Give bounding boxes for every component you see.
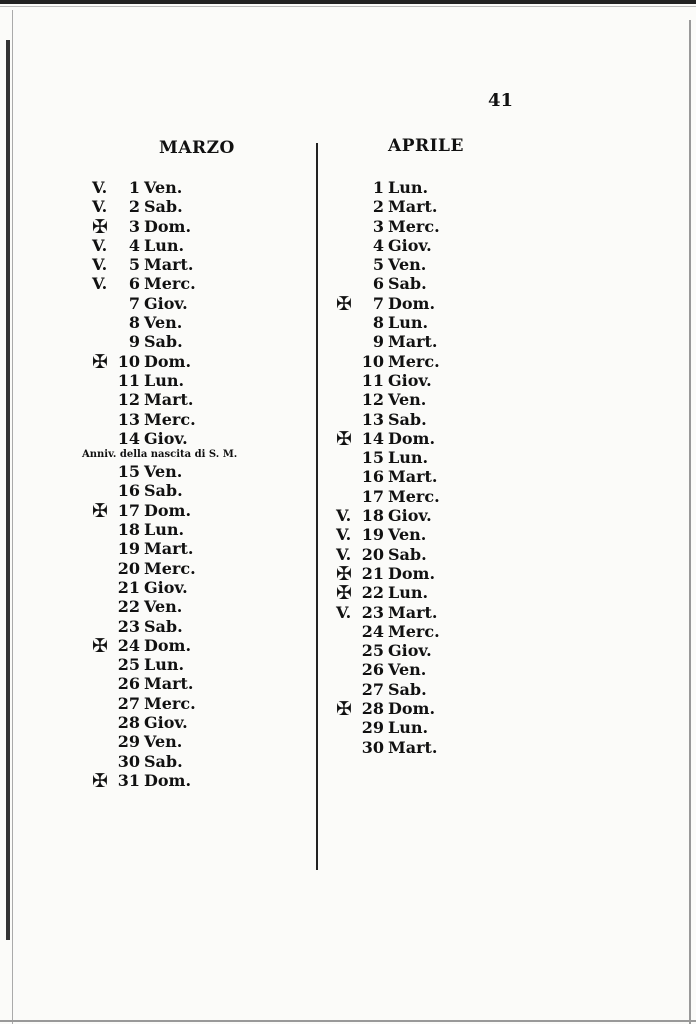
day-number: 30 bbox=[361, 737, 384, 757]
day-number: 25 bbox=[361, 641, 384, 661]
weekday-label: Lun. bbox=[388, 448, 429, 468]
weekday-label: Ven. bbox=[388, 390, 427, 410]
cross-icon: ✠ bbox=[336, 427, 352, 450]
weekday-label: Mart. bbox=[144, 255, 194, 275]
cross-icon: ✠ bbox=[336, 698, 352, 721]
vigil-mark: V. bbox=[92, 255, 108, 275]
calendar-day-row bbox=[336, 332, 438, 352]
weekday-label: Giov. bbox=[388, 370, 432, 390]
vigil-mark: V. bbox=[92, 274, 108, 294]
weekday-label: Giov. bbox=[144, 577, 188, 597]
day-number: 28 bbox=[361, 699, 384, 719]
calendar-day-row bbox=[92, 217, 237, 236]
day-number: 28 bbox=[117, 713, 140, 733]
calendar-day-row bbox=[92, 501, 237, 520]
day-number: 16 bbox=[361, 467, 384, 487]
weekday-label: Mart. bbox=[144, 539, 194, 559]
calendar-day-row bbox=[92, 178, 237, 197]
weekday-label: Giov. bbox=[144, 428, 188, 448]
weekday-label: Giov. bbox=[144, 713, 188, 733]
calendar-day-row bbox=[336, 178, 429, 197]
weekday-label: Merc. bbox=[388, 486, 440, 506]
anniversary-note: Anniv. della nascita di S. M. bbox=[82, 449, 238, 461]
cross-icon: ✠ bbox=[92, 350, 108, 373]
calendar-day-row bbox=[92, 255, 237, 274]
day-number: 10 bbox=[117, 351, 140, 371]
day-number: 4 bbox=[372, 235, 384, 255]
calendar-day-row bbox=[92, 597, 237, 616]
day-number: 18 bbox=[361, 506, 384, 526]
day-number: 19 bbox=[117, 539, 140, 559]
weekday-label: Dom. bbox=[144, 500, 192, 520]
day-number: 30 bbox=[117, 751, 140, 771]
weekday-label: Lun. bbox=[144, 235, 185, 255]
calendar-day-row bbox=[336, 274, 427, 294]
day-number: 9 bbox=[128, 332, 140, 352]
calendar-column-marzo bbox=[82, 178, 238, 792]
day-number: 8 bbox=[372, 313, 384, 333]
calendar-day-row bbox=[92, 294, 237, 313]
day-number: 17 bbox=[361, 486, 384, 506]
weekday-label: Sab. bbox=[144, 481, 183, 501]
day-number: 1 bbox=[372, 178, 384, 197]
calendar-day-row bbox=[336, 370, 432, 390]
weekday-label: Mart. bbox=[144, 674, 194, 694]
day-number: 15 bbox=[117, 462, 140, 482]
weekday-label: Giov. bbox=[388, 506, 432, 526]
weekday-label: Dom. bbox=[388, 699, 436, 719]
day-number: 14 bbox=[361, 428, 384, 448]
day-number: 22 bbox=[361, 583, 384, 603]
calendar-day-row bbox=[336, 718, 429, 738]
calendar-day-row bbox=[336, 427, 436, 450]
vigil-mark: V. bbox=[336, 602, 352, 622]
weekday-label: Lun. bbox=[388, 718, 429, 738]
weekday-label: Merc. bbox=[388, 621, 440, 641]
vigil-mark: V. bbox=[336, 525, 352, 545]
binding-edge bbox=[6, 40, 10, 940]
calendar-day-row bbox=[336, 698, 436, 721]
vigil-mark: V. bbox=[336, 506, 352, 526]
calendar-day-row bbox=[336, 602, 438, 622]
page-right-edge bbox=[689, 20, 691, 1024]
cross-icon: ✠ bbox=[336, 582, 352, 605]
vigil-mark: V. bbox=[92, 197, 108, 217]
weekday-label: Lun. bbox=[388, 178, 429, 197]
page-top-line bbox=[0, 6, 696, 7]
calendar-day-row bbox=[336, 409, 427, 429]
vigil-mark: V. bbox=[336, 544, 352, 564]
weekday-label: Ven. bbox=[388, 255, 427, 275]
day-number: 2 bbox=[372, 197, 384, 217]
calendar-day-row bbox=[92, 732, 237, 751]
weekday-label: Sab. bbox=[388, 274, 427, 294]
weekday-label: Merc. bbox=[144, 693, 196, 713]
weekday-label: Giov. bbox=[144, 293, 188, 313]
calendar-day-row bbox=[92, 636, 237, 655]
weekday-label: Dom. bbox=[144, 351, 192, 371]
day-number: 2 bbox=[128, 197, 140, 217]
weekday-label: Giov. bbox=[388, 641, 432, 661]
calendar-day-row bbox=[92, 674, 237, 693]
calendar-day-row bbox=[336, 448, 429, 468]
weekday-label: Mart. bbox=[388, 332, 438, 352]
weekday-label: Ven. bbox=[144, 178, 183, 197]
day-number: 22 bbox=[117, 597, 140, 617]
calendar-day-row bbox=[92, 578, 237, 597]
weekday-label: Sab. bbox=[144, 751, 183, 771]
weekday-label: Merc. bbox=[144, 409, 196, 429]
day-number: 24 bbox=[117, 635, 140, 655]
weekday-label: Lun. bbox=[144, 370, 185, 390]
weekday-label: Lun. bbox=[388, 313, 429, 333]
weekday-label: Ven. bbox=[144, 313, 183, 333]
calendar-day-row bbox=[336, 216, 440, 236]
calendar-day-row bbox=[92, 713, 237, 732]
page-left-line bbox=[12, 10, 13, 1024]
day-number: 3 bbox=[128, 216, 140, 236]
weekday-label: Dom. bbox=[388, 563, 436, 583]
calendar-day-row bbox=[336, 641, 432, 661]
calendar-day-row bbox=[336, 525, 427, 545]
calendar-day-row bbox=[92, 771, 237, 790]
weekday-label: Sab. bbox=[388, 409, 427, 429]
day-number: 9 bbox=[372, 332, 384, 352]
calendar-day-row bbox=[336, 582, 429, 605]
day-number: 4 bbox=[128, 235, 140, 255]
weekday-label: Mart. bbox=[144, 390, 194, 410]
weekday-label: Merc. bbox=[144, 274, 196, 294]
day-number: 21 bbox=[117, 577, 140, 597]
day-number: 17 bbox=[117, 500, 140, 520]
day-number: 29 bbox=[117, 732, 140, 752]
day-number: 29 bbox=[361, 718, 384, 738]
calendar-day-row bbox=[92, 539, 237, 558]
calendar-day-row bbox=[336, 390, 427, 410]
day-number: 26 bbox=[117, 674, 140, 694]
calendar-day-row bbox=[92, 236, 237, 255]
day-number: 5 bbox=[372, 255, 384, 275]
calendar-day-row bbox=[92, 752, 237, 771]
day-number: 10 bbox=[361, 351, 384, 371]
day-number: 11 bbox=[117, 370, 140, 390]
calendar-day-row bbox=[336, 292, 436, 315]
weekday-label: Ven. bbox=[144, 597, 183, 617]
calendar-day-row bbox=[92, 390, 237, 409]
day-number: 5 bbox=[128, 255, 140, 275]
calendar-day-row bbox=[92, 655, 237, 674]
calendar-day-row bbox=[336, 255, 427, 275]
day-number: 7 bbox=[128, 293, 140, 313]
day-number: 13 bbox=[117, 409, 140, 429]
page-number: 41 bbox=[488, 90, 514, 111]
day-number: 14 bbox=[117, 428, 140, 448]
vigil-mark: V. bbox=[92, 235, 108, 255]
day-number: 13 bbox=[361, 409, 384, 429]
cross-icon: ✠ bbox=[92, 769, 108, 792]
day-number: 20 bbox=[117, 558, 140, 578]
weekday-label: Sab. bbox=[144, 332, 183, 352]
weekday-label: Mart. bbox=[388, 467, 438, 487]
weekday-label: Mart. bbox=[388, 737, 438, 757]
weekday-label: Dom. bbox=[144, 770, 192, 790]
calendar-day-row bbox=[336, 737, 438, 757]
weekday-label: Ven. bbox=[388, 660, 427, 680]
page-top-border bbox=[0, 0, 696, 4]
day-number: 21 bbox=[361, 563, 384, 583]
day-number: 27 bbox=[117, 693, 140, 713]
vigil-mark: V. bbox=[92, 178, 108, 197]
calendar-day-row bbox=[92, 481, 237, 500]
weekday-label: Giov. bbox=[388, 235, 432, 255]
day-number: 1 bbox=[128, 178, 140, 197]
calendar-day-row bbox=[92, 352, 237, 371]
cross-icon: ✠ bbox=[336, 562, 352, 585]
calendar-day-row bbox=[92, 520, 237, 539]
weekday-label: Merc. bbox=[144, 558, 196, 578]
calendar-day-row bbox=[92, 617, 237, 636]
weekday-label: Dom. bbox=[144, 216, 192, 236]
page-bottom-edge bbox=[0, 1020, 696, 1022]
weekday-label: Dom. bbox=[144, 635, 192, 655]
weekday-label: Lun. bbox=[144, 655, 185, 675]
day-number: 7 bbox=[372, 293, 384, 313]
calendar-day-row bbox=[92, 197, 237, 216]
weekday-label: Ven. bbox=[144, 462, 183, 482]
calendar-day-row bbox=[92, 410, 237, 429]
day-number: 11 bbox=[361, 370, 384, 390]
day-number: 27 bbox=[361, 679, 384, 699]
calendar-day-row bbox=[336, 660, 427, 680]
calendar-day-row bbox=[92, 559, 237, 578]
day-number: 31 bbox=[117, 770, 140, 790]
day-number: 18 bbox=[117, 520, 140, 540]
month-title-aprile: APRILE bbox=[388, 136, 464, 156]
calendar-day-row bbox=[336, 621, 440, 641]
cross-icon: ✠ bbox=[92, 499, 108, 522]
weekday-label: Sab. bbox=[388, 544, 427, 564]
month-title-marzo: MARZO bbox=[159, 138, 235, 158]
weekday-label: Sab. bbox=[144, 616, 183, 636]
day-number: 6 bbox=[128, 274, 140, 294]
day-number: 8 bbox=[128, 313, 140, 333]
day-number: 25 bbox=[117, 655, 140, 675]
weekday-label: Merc. bbox=[388, 351, 440, 371]
weekday-label: Sab. bbox=[144, 197, 183, 217]
calendar-day-row bbox=[336, 467, 438, 487]
weekday-label: Mart. bbox=[388, 602, 438, 622]
day-number: 26 bbox=[361, 660, 384, 680]
cross-icon: ✠ bbox=[92, 634, 108, 657]
weekday-label: Ven. bbox=[388, 525, 427, 545]
day-number: 15 bbox=[361, 448, 384, 468]
calendar-column-aprile bbox=[336, 178, 440, 757]
cross-icon: ✠ bbox=[336, 292, 352, 315]
calendar-day-row bbox=[92, 462, 237, 481]
cross-icon: ✠ bbox=[92, 215, 108, 238]
calendar-day-row bbox=[336, 562, 436, 585]
day-number: 19 bbox=[361, 525, 384, 545]
weekday-label: Ven. bbox=[144, 732, 183, 752]
day-number: 12 bbox=[361, 390, 384, 410]
calendar-day-row bbox=[336, 544, 427, 564]
weekday-label: Merc. bbox=[388, 216, 440, 236]
calendar-day-row bbox=[92, 313, 237, 332]
day-number: 24 bbox=[361, 621, 384, 641]
day-number: 6 bbox=[372, 274, 384, 294]
calendar-day-row bbox=[336, 351, 440, 371]
calendar-day-row bbox=[336, 235, 432, 255]
day-number: 12 bbox=[117, 390, 140, 410]
calendar-day-row bbox=[92, 694, 237, 713]
weekday-label: Lun. bbox=[144, 520, 185, 540]
weekday-label: Dom. bbox=[388, 293, 436, 313]
calendar-day-row bbox=[336, 679, 427, 699]
calendar-day-row bbox=[92, 274, 237, 293]
calendar-day-row bbox=[336, 506, 432, 526]
calendar-day-row bbox=[336, 486, 440, 506]
weekday-label: Lun. bbox=[388, 583, 429, 603]
calendar-day-row bbox=[336, 197, 438, 217]
column-divider bbox=[316, 143, 318, 870]
weekday-label: Dom. bbox=[388, 428, 436, 448]
calendar-day-row bbox=[92, 429, 237, 448]
day-number: 20 bbox=[361, 544, 384, 564]
weekday-label: Sab. bbox=[388, 679, 427, 699]
day-number: 16 bbox=[117, 481, 140, 501]
calendar-day-row bbox=[92, 371, 237, 390]
calendar-day-row bbox=[336, 313, 429, 333]
day-number: 23 bbox=[361, 602, 384, 622]
day-number: 3 bbox=[372, 216, 384, 236]
weekday-label: Mart. bbox=[388, 197, 438, 217]
day-number: 23 bbox=[117, 616, 140, 636]
calendar-day-row bbox=[92, 332, 237, 351]
